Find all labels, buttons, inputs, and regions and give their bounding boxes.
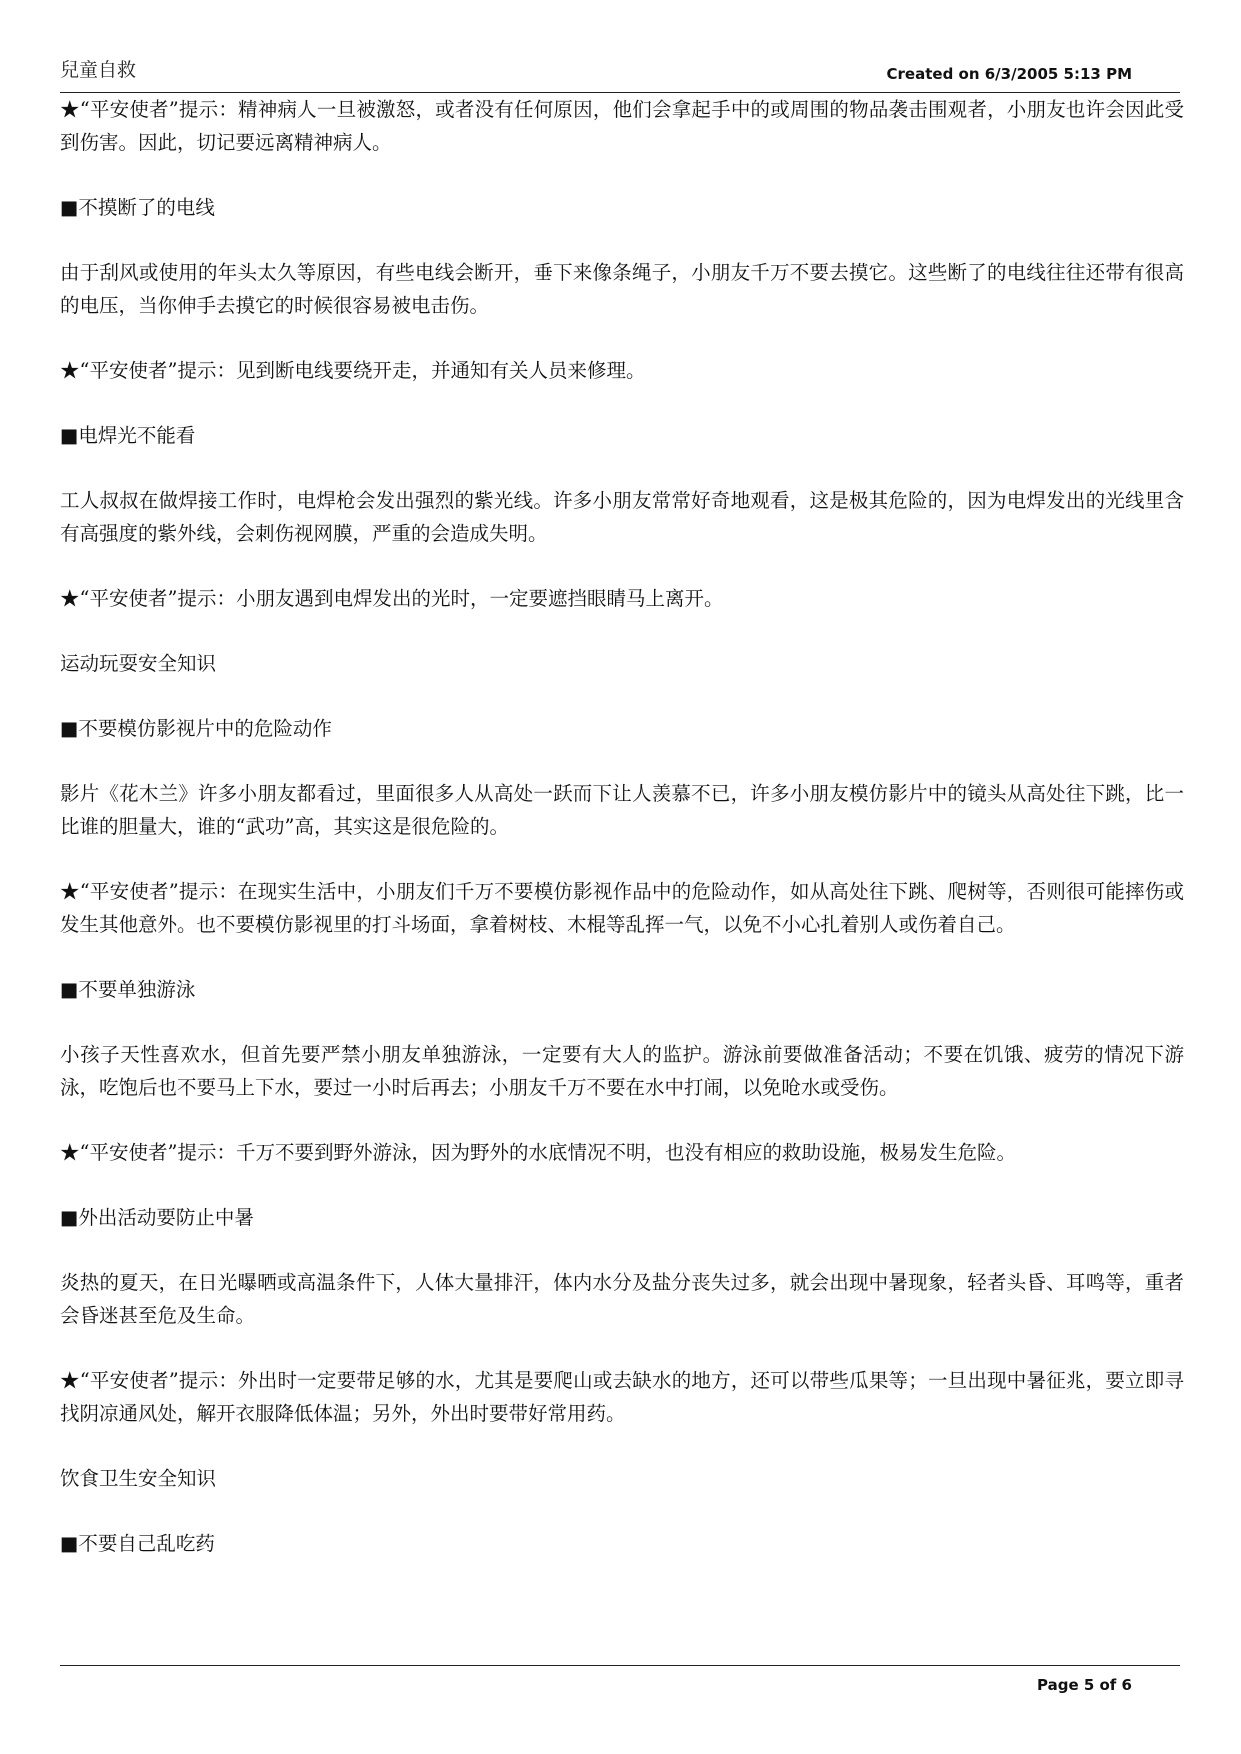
document-title: 兒童自救 [60,59,137,81]
chapter-heading: 运动玩耍安全知识 [60,652,217,675]
section-heading: ■不要单独游泳 [60,978,196,1001]
tip-paragraph: ★“平安使者”提示：千万不要到野外游泳，因为野外的水底情况不明，也没有相应的救助设施，极易发生危险。 [60,1141,1016,1164]
body-paragraph: 影片《花木兰》许多小朋友都看过，里面很多人从高处一跃而下让人羡慕不已，许多小朋友模仿影片中的镜头从高处往下跳，比一比谁的胆量大，谁的“武功”高，其实这是很危险的。 [60,782,1184,838]
section-heading: ■电焊光不能看 [60,424,196,447]
section-heading: ■外出活动要防止中暑 [60,1206,254,1229]
page-header [60,58,1180,93]
body-paragraph: 炎热的夏天，在日光曝晒或高温条件下，人体大量排汗，体内水分及盐分丧失过多，就会出现中暑现象，轻者头昏、耳鸣等，重者会昏迷甚至危及生命。 [60,1271,1184,1327]
body-paragraph: 由于刮风或使用的年头太久等原因，有些电线会断开，垂下来像条绳子，小朋友千万不要去摸它。这些断了的电线往往还带有很高的电压，当你伸手去摸它的时候很容易被电击伤。 [60,261,1184,317]
tip-paragraph: ★“平安使者”提示：外出时一定要带足够的水，尤其是要爬山或去缺水的地方，还可以带些瓜果等；一旦出现中暑征兆，要立即寻找阴凉通风处，解开衣服降低体温；另外，外出时要带好常用药。 [60,1369,1184,1425]
page-footer [60,1665,1180,1696]
body-paragraph: 工人叔叔在做焊接工作时，电焊枪会发出强烈的紫光线。许多小朋友常常好奇地观看，这是极其危险的，因为电焊发出的光线里含有高强度的紫外线，会刺伤视网膜，严重的会造成失明。 [60,489,1184,545]
section-heading: ■不摸断了的电线 [60,196,215,219]
section-heading: ■不要模仿影视片中的危险动作 [60,717,332,740]
section-heading: ■不要自己乱吃药 [60,1532,215,1555]
created-timestamp: Created on 6/3/2005 5:13 PM [886,65,1132,83]
document-body [60,93,1184,1592]
tip-paragraph: ★“平安使者”提示：精神病人一旦被激怒，或者没有任何原因，他们会拿起手中的或周围的物品袭击围观者，小朋友也许会因此受到伤害。因此，切记要远离精神病人。 [60,98,1184,154]
body-paragraph: 小孩子天性喜欢水，但首先要严禁小朋友单独游泳，一定要有大人的监护。游泳前要做准备活动；不要在饥饿、疲劳的情况下游泳，吃饱后也不要马上下水，要过一小时后再去；小朋友千万不要在水中打闹，以免呛水或受伤。 [60,1043,1184,1099]
tip-paragraph: ★“平安使者”提示：见到断电线要绕开走，并通知有关人员来修理。 [60,359,646,382]
page-number: Page 5 of 6 [1037,1676,1132,1694]
tip-paragraph: ★“平安使者”提示：在现实生活中，小朋友们千万不要模仿影视作品中的危险动作，如从高处往下跳、爬树等，否则很可能摔伤或发生其他意外。也不要模仿影视里的打斗场面，拿着树枝、木棍等乱挥一气，以免不小心扎着别人或伤着自己。 [60,880,1184,936]
tip-paragraph: ★“平安使者”提示：小朋友遇到电焊发出的光时，一定要遮挡眼睛马上离开。 [60,587,724,610]
chapter-heading: 饮食卫生安全知识 [60,1467,217,1490]
